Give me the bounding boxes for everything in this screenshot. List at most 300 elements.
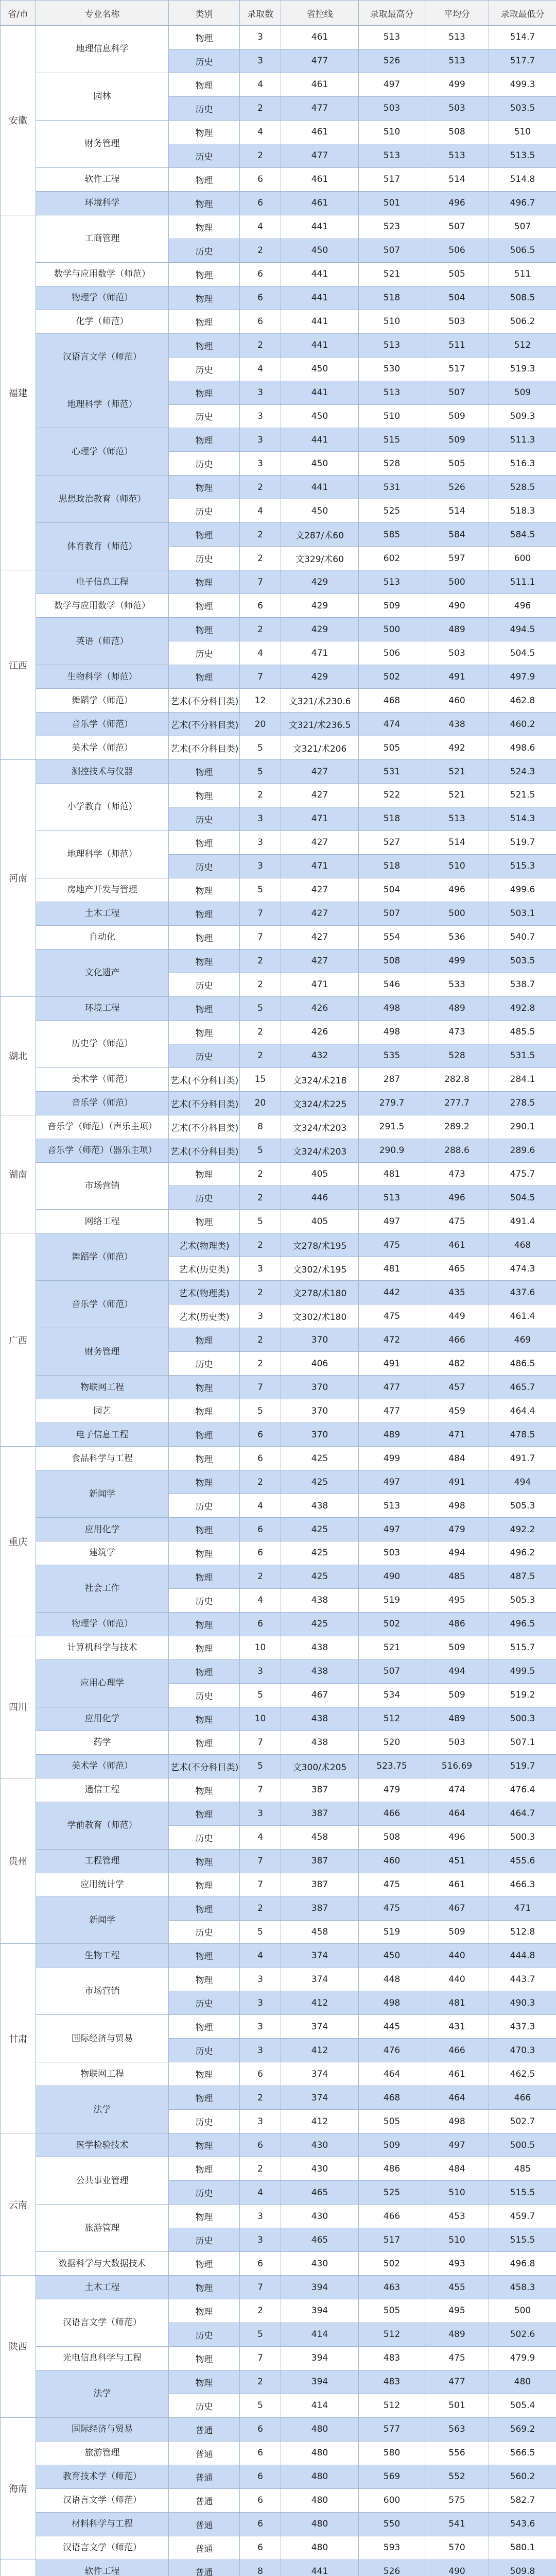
category-cell: 历史 <box>169 2228 240 2252</box>
table-row <box>1 1091 556 1115</box>
control-line-cell: 427 <box>281 925 359 949</box>
control-line-cell: 477 <box>281 96 359 120</box>
avg-score-cell: 475 <box>425 2346 489 2370</box>
control-line-cell: 文329/术60 <box>281 547 359 570</box>
avg-score-cell: 510 <box>425 2228 489 2252</box>
category-cell: 艺术(不分科目类) <box>169 1067 240 1091</box>
max-score-cell: 513 <box>359 570 425 594</box>
admitted-count-cell: 6 <box>240 167 281 191</box>
category-cell: 历史 <box>169 357 240 381</box>
min-score-cell: 569.2 <box>489 2417 556 2441</box>
max-score-cell: 475 <box>359 1304 425 1328</box>
min-score-cell: 492.2 <box>489 1518 556 1541</box>
control-line-cell: 427 <box>281 831 359 854</box>
table-row <box>1 73 556 96</box>
control-line-cell: 465 <box>281 2228 359 2252</box>
min-score-cell: 531.5 <box>489 1044 556 1067</box>
admitted-count-cell: 4 <box>240 1944 281 1968</box>
avg-score-cell: 507 <box>425 215 489 239</box>
avg-score-cell: 431 <box>425 2015 489 2039</box>
table-row <box>1 996 556 1020</box>
header-control-line: 省控线 <box>281 1 359 26</box>
category-cell: 物理 <box>169 2015 240 2039</box>
table-row <box>1 333 556 357</box>
avg-score-cell: 494 <box>425 1541 489 1565</box>
control-line-cell: 414 <box>281 2394 359 2417</box>
max-score-cell: 522 <box>359 784 425 807</box>
max-score-cell: 501 <box>359 191 425 215</box>
admitted-count-cell: 5 <box>240 760 281 784</box>
avg-score-cell: 536 <box>425 925 489 949</box>
max-score-cell: 506 <box>359 641 425 665</box>
major-cell: 国际经济与贸易 <box>36 2417 169 2441</box>
major-cell: 音乐学（师范） <box>36 713 169 736</box>
admitted-count-cell: 7 <box>240 925 281 949</box>
avg-score-cell: 495 <box>425 1588 489 1612</box>
max-score-cell: 520 <box>359 1731 425 1754</box>
table-row <box>1 2536 556 2560</box>
avg-score-cell: 453 <box>425 2205 489 2228</box>
category-cell: 物理 <box>169 1944 240 1968</box>
min-score-cell: 500.5 <box>489 2133 556 2157</box>
control-line-cell: 427 <box>281 878 359 902</box>
avg-score-cell: 528 <box>425 1044 489 1067</box>
max-score-cell: 505 <box>359 736 425 760</box>
admitted-count-cell: 5 <box>240 2323 281 2346</box>
major-cell: 新闻学 <box>36 1470 169 1518</box>
min-score-cell: 443.7 <box>489 1968 556 1991</box>
min-score-cell: 465.7 <box>489 1376 556 1399</box>
admitted-count-cell: 2 <box>240 973 281 996</box>
min-score-cell: 496.2 <box>489 1541 556 1565</box>
category-cell: 物理 <box>169 310 240 333</box>
major-cell: 社会工作 <box>36 1565 169 1612</box>
max-score-cell: 508 <box>359 1825 425 1849</box>
admitted-count-cell: 2 <box>240 2157 281 2181</box>
category-cell: 历史 <box>169 1683 240 1707</box>
min-score-cell: 478.5 <box>489 1423 556 1447</box>
table-row <box>1 120 556 144</box>
admitted-count-cell: 2 <box>240 784 281 807</box>
major-cell: 小学教育（师范） <box>36 784 169 831</box>
max-score-cell: 512 <box>359 2394 425 2417</box>
max-score-cell: 474 <box>359 713 425 736</box>
avg-score-cell: 513 <box>425 144 489 167</box>
admitted-count-cell: 8 <box>240 2560 281 2576</box>
max-score-cell: 546 <box>359 973 425 996</box>
category-cell: 历史 <box>169 1588 240 1612</box>
control-line-cell: 394 <box>281 2346 359 2370</box>
table-row <box>1 925 556 949</box>
control-line-cell: 480 <box>281 2417 359 2441</box>
major-cell: 思想政治教育（师范） <box>36 476 169 523</box>
control-line-cell: 458 <box>281 1825 359 1849</box>
max-score-cell: 513 <box>359 144 425 167</box>
max-score-cell: 507 <box>359 239 425 262</box>
min-score-cell: 519.2 <box>489 1683 556 1707</box>
major-cell: 光电信息科学与工程 <box>36 2346 169 2370</box>
control-line-cell: 370 <box>281 1376 359 1399</box>
max-score-cell: 475 <box>359 1896 425 1920</box>
avg-score-cell: 461 <box>425 2062 489 2086</box>
table-row <box>1 215 556 239</box>
table-row <box>1 2512 556 2536</box>
min-score-cell: 485 <box>489 2157 556 2181</box>
category-cell: 普通 <box>169 2488 240 2512</box>
control-line-cell: 430 <box>281 2133 359 2157</box>
avg-score-cell: 511 <box>425 333 489 357</box>
max-score-cell: 510 <box>359 310 425 333</box>
major-cell: 法学 <box>36 2370 169 2417</box>
category-cell: 历史 <box>169 2110 240 2133</box>
avg-score-cell: 492 <box>425 736 489 760</box>
category-cell: 普通 <box>169 2465 240 2488</box>
control-line-cell: 438 <box>281 1659 359 1683</box>
control-line-cell: 432 <box>281 1044 359 1067</box>
max-score-cell: 519 <box>359 1588 425 1612</box>
admitted-count-cell: 4 <box>240 1588 281 1612</box>
avg-score-cell: 509 <box>425 428 489 452</box>
max-score-cell: 504 <box>359 878 425 902</box>
avg-score-cell: 491 <box>425 1470 489 1494</box>
table-row <box>1 689 556 713</box>
category-cell: 物理 <box>169 1896 240 1920</box>
avg-score-cell: 496 <box>425 191 489 215</box>
admitted-count-cell: 6 <box>240 2536 281 2560</box>
major-cell: 美术学（师范） <box>36 1067 169 1091</box>
avg-score-cell: 489 <box>425 618 489 641</box>
control-line-cell: 文300/术205 <box>281 1754 359 1778</box>
min-score-cell: 498.6 <box>489 736 556 760</box>
category-cell: 物理 <box>169 570 240 594</box>
table-row <box>1 2465 556 2488</box>
category-cell: 普通 <box>169 2560 240 2576</box>
control-line-cell: 405 <box>281 1162 359 1186</box>
control-line-cell: 441 <box>281 2560 359 2576</box>
control-line-cell: 430 <box>281 2205 359 2228</box>
major-cell: 舞蹈学（师范） <box>36 689 169 713</box>
table-row <box>1 1707 556 1731</box>
min-score-cell: 462.8 <box>489 689 556 713</box>
avg-score-cell: 465 <box>425 1257 489 1281</box>
avg-score-cell: 506 <box>425 239 489 262</box>
table-row <box>1 1873 556 1896</box>
max-score-cell: 509 <box>359 594 425 618</box>
min-score-cell: 504.5 <box>489 641 556 665</box>
control-line-cell: 430 <box>281 2157 359 2181</box>
min-score-cell: 509.8 <box>489 2560 556 2576</box>
control-line-cell: 458 <box>281 1920 359 1944</box>
major-cell: 舞蹈学（师范） <box>36 1233 169 1281</box>
category-cell: 物理 <box>169 1210 240 1233</box>
min-score-cell: 511 <box>489 262 556 286</box>
max-score-cell: 290.9 <box>359 1139 425 1162</box>
avg-score-cell: 485 <box>425 1565 489 1588</box>
min-score-cell: 582.7 <box>489 2488 556 2512</box>
control-line-cell: 450 <box>281 499 359 523</box>
category-cell: 物理 <box>169 1162 240 1186</box>
category-cell: 艺术(历史类) <box>169 1257 240 1281</box>
category-cell: 艺术(历史类) <box>169 1304 240 1328</box>
avg-score-cell: 489 <box>425 996 489 1020</box>
admitted-count-cell: 5 <box>240 1399 281 1423</box>
admitted-count-cell: 2 <box>240 333 281 357</box>
header-min-score: 录取最低分 <box>489 1 556 26</box>
table-row <box>1 2299 556 2323</box>
category-cell: 历史 <box>169 807 240 831</box>
min-score-cell: 509.3 <box>489 404 556 428</box>
category-cell: 历史 <box>169 1494 240 1518</box>
major-cell: 财务管理 <box>36 1328 169 1376</box>
table-row <box>1 1376 556 1399</box>
control-line-cell: 430 <box>281 2252 359 2276</box>
avg-score-cell: 509 <box>425 404 489 428</box>
admitted-count-cell: 2 <box>240 523 281 547</box>
major-cell: 市场营销 <box>36 1162 169 1210</box>
admitted-count-cell: 8 <box>240 1115 281 1139</box>
avg-score-cell: 499 <box>425 949 489 973</box>
admitted-count-cell: 3 <box>240 807 281 831</box>
table-row <box>1 665 556 689</box>
max-score-cell: 600 <box>359 2488 425 2512</box>
max-score-cell: 507 <box>359 902 425 925</box>
control-line-cell: 480 <box>281 2488 359 2512</box>
major-cell: 美术学（师范） <box>36 736 169 760</box>
avg-score-cell: 484 <box>425 1447 489 1470</box>
avg-score-cell: 467 <box>425 1896 489 1920</box>
major-cell: 地理科学（师范） <box>36 831 169 878</box>
min-score-cell: 480 <box>489 2370 556 2394</box>
min-score-cell: 528.5 <box>489 476 556 499</box>
category-cell: 物理 <box>169 665 240 689</box>
control-line-cell: 425 <box>281 1447 359 1470</box>
category-cell: 物理 <box>169 1968 240 1991</box>
max-score-cell: 500 <box>359 618 425 641</box>
max-score-cell: 530 <box>359 357 425 381</box>
admitted-count-cell: 3 <box>240 2039 281 2062</box>
province-cell: 海南 <box>1 2417 36 2560</box>
major-cell: 文化遗产 <box>36 949 169 996</box>
control-line-cell: 425 <box>281 1470 359 1494</box>
major-cell: 网络工程 <box>36 1210 169 1233</box>
major-cell: 工商管理 <box>36 215 169 262</box>
category-cell: 历史 <box>169 547 240 570</box>
major-cell: 应用化学 <box>36 1707 169 1731</box>
category-cell: 物理 <box>169 1612 240 1636</box>
min-score-cell: 515.7 <box>489 1636 556 1659</box>
min-score-cell: 516.3 <box>489 452 556 476</box>
table-row <box>1 1849 556 1873</box>
category-cell: 物理 <box>169 523 240 547</box>
control-line-cell: 文302/术195 <box>281 1257 359 1281</box>
min-score-cell: 514.7 <box>489 26 556 49</box>
max-score-cell: 291.5 <box>359 1115 425 1139</box>
max-score-cell: 523 <box>359 215 425 239</box>
control-line-cell: 446 <box>281 1186 359 1210</box>
table-row <box>1 1659 556 1683</box>
min-score-cell: 509 <box>489 381 556 404</box>
admitted-count-cell: 6 <box>240 1423 281 1447</box>
max-score-cell: 507 <box>359 1659 425 1683</box>
province-cell: 福建 <box>1 215 36 570</box>
control-line-cell: 480 <box>281 2465 359 2488</box>
min-score-cell: 524.3 <box>489 760 556 784</box>
admitted-count-cell: 3 <box>240 428 281 452</box>
min-score-cell: 289.6 <box>489 1139 556 1162</box>
min-score-cell: 502.6 <box>489 2323 556 2346</box>
min-score-cell: 437.3 <box>489 2015 556 2039</box>
avg-score-cell: 486 <box>425 1612 489 1636</box>
max-score-cell: 502 <box>359 1612 425 1636</box>
admitted-count-cell: 3 <box>240 2205 281 2228</box>
min-score-cell: 512 <box>489 333 556 357</box>
avg-score-cell: 505 <box>425 452 489 476</box>
control-line-cell: 480 <box>281 2512 359 2536</box>
admitted-count-cell: 7 <box>240 2276 281 2299</box>
category-cell: 物理 <box>169 1518 240 1541</box>
table-row <box>1 1968 556 1991</box>
control-line-cell: 374 <box>281 1944 359 1968</box>
max-score-cell: 464 <box>359 2062 425 2086</box>
major-cell: 工程管理 <box>36 1849 169 1873</box>
major-cell: 计算机科学与技术 <box>36 1636 169 1659</box>
avg-score-cell: 473 <box>425 1162 489 1186</box>
avg-score-cell: 449 <box>425 1304 489 1328</box>
major-cell: 环境科学 <box>36 191 169 215</box>
table-row <box>1 1802 556 1825</box>
category-cell: 物理 <box>169 1376 240 1399</box>
category-cell: 历史 <box>169 1044 240 1067</box>
control-line-cell: 427 <box>281 902 359 925</box>
admitted-count-cell: 6 <box>240 2062 281 2086</box>
category-cell: 物理 <box>169 996 240 1020</box>
max-score-cell: 498 <box>359 1991 425 2015</box>
admitted-count-cell: 7 <box>240 1376 281 1399</box>
max-score-cell: 512 <box>359 2323 425 2346</box>
max-score-cell: 527 <box>359 831 425 854</box>
min-score-cell: 462.5 <box>489 2062 556 2086</box>
max-score-cell: 498 <box>359 996 425 1020</box>
avg-score-cell: 481 <box>425 1991 489 2015</box>
table-row <box>1 1233 556 1257</box>
control-line-cell: 394 <box>281 2370 359 2394</box>
min-score-cell: 538.7 <box>489 973 556 996</box>
admitted-count-cell: 4 <box>240 2181 281 2205</box>
province-cell: 甘肃 <box>1 1944 36 2133</box>
admitted-count-cell: 6 <box>240 262 281 286</box>
max-score-cell: 502 <box>359 665 425 689</box>
admitted-count-cell: 2 <box>240 547 281 570</box>
category-cell: 物理 <box>169 191 240 215</box>
major-cell: 历史学（师范） <box>36 1020 169 1067</box>
max-score-cell: 499 <box>359 1447 425 1470</box>
min-score-cell: 502.7 <box>489 2110 556 2133</box>
major-cell: 市场营销 <box>36 1968 169 2015</box>
major-cell: 法学 <box>36 2086 169 2133</box>
max-score-cell: 515 <box>359 428 425 452</box>
table-row <box>1 1778 556 1802</box>
table-row <box>1 1210 556 1233</box>
admitted-count-cell: 4 <box>240 73 281 96</box>
max-score-cell: 518 <box>359 807 425 831</box>
table-header-row <box>1 1 556 26</box>
avg-score-cell: 460 <box>425 689 489 713</box>
min-score-cell: 460.2 <box>489 713 556 736</box>
admitted-count-cell: 2 <box>240 2299 281 2323</box>
table-row <box>1 1612 556 1636</box>
major-cell: 国际经济与贸易 <box>36 2015 169 2062</box>
control-line-cell: 441 <box>281 476 359 499</box>
admitted-count-cell: 2 <box>240 96 281 120</box>
category-cell: 物理 <box>169 2299 240 2323</box>
table-row <box>1 310 556 333</box>
max-score-cell: 475 <box>359 1233 425 1257</box>
admitted-count-cell: 4 <box>240 499 281 523</box>
table-row <box>1 760 556 784</box>
control-line-cell: 文324/术203 <box>281 1139 359 1162</box>
control-line-cell: 429 <box>281 618 359 641</box>
table-row <box>1 594 556 618</box>
avg-score-cell: 526 <box>425 476 489 499</box>
control-line-cell: 465 <box>281 2181 359 2205</box>
admitted-count-cell: 3 <box>240 1802 281 1825</box>
admitted-count-cell: 6 <box>240 1447 281 1470</box>
avg-score-cell: 435 <box>425 1281 489 1304</box>
major-cell: 电子信息工程 <box>36 570 169 594</box>
max-score-cell: 442 <box>359 1281 425 1304</box>
admitted-count-cell: 4 <box>240 120 281 144</box>
table-row <box>1 2252 556 2276</box>
major-cell: 生物科学（师范） <box>36 665 169 689</box>
control-line-cell: 425 <box>281 1541 359 1565</box>
max-score-cell: 518 <box>359 854 425 878</box>
major-cell: 心理学（师范） <box>36 428 169 476</box>
category-cell: 物理 <box>169 1423 240 1447</box>
table-row <box>1 784 556 807</box>
major-cell: 旅游管理 <box>36 2441 169 2465</box>
category-cell: 物理 <box>169 476 240 499</box>
category-cell: 物理 <box>169 286 240 310</box>
category-cell: 物理 <box>169 1659 240 1683</box>
control-line-cell: 374 <box>281 2015 359 2039</box>
min-score-cell: 503.5 <box>489 949 556 973</box>
admitted-count-cell: 5 <box>240 1683 281 1707</box>
province-cell: 安徽 <box>1 26 36 215</box>
admitted-count-cell: 7 <box>240 1778 281 1802</box>
admitted-count-cell: 5 <box>240 878 281 902</box>
max-score-cell: 489 <box>359 1423 425 1447</box>
min-score-cell: 490.3 <box>489 1991 556 2015</box>
min-score-cell: 508.5 <box>489 286 556 310</box>
control-line-cell: 438 <box>281 1707 359 1731</box>
admitted-count-cell: 2 <box>240 476 281 499</box>
table-row <box>1 570 556 594</box>
admitted-count-cell: 3 <box>240 1257 281 1281</box>
max-score-cell: 490 <box>359 1565 425 1588</box>
category-cell: 物理 <box>169 1636 240 1659</box>
min-score-cell: 515.5 <box>489 2228 556 2252</box>
header-major: 专业名称 <box>36 1 169 26</box>
table-row <box>1 2276 556 2299</box>
major-cell: 公共事业管理 <box>36 2157 169 2205</box>
category-cell: 历史 <box>169 144 240 167</box>
category-cell: 物理 <box>169 1873 240 1896</box>
major-cell: 地理科学（师范） <box>36 381 169 428</box>
table-row <box>1 1565 556 1588</box>
table-row <box>1 2062 556 2086</box>
major-cell: 物理学（师范） <box>36 1612 169 1636</box>
table-row <box>1 1896 556 1920</box>
